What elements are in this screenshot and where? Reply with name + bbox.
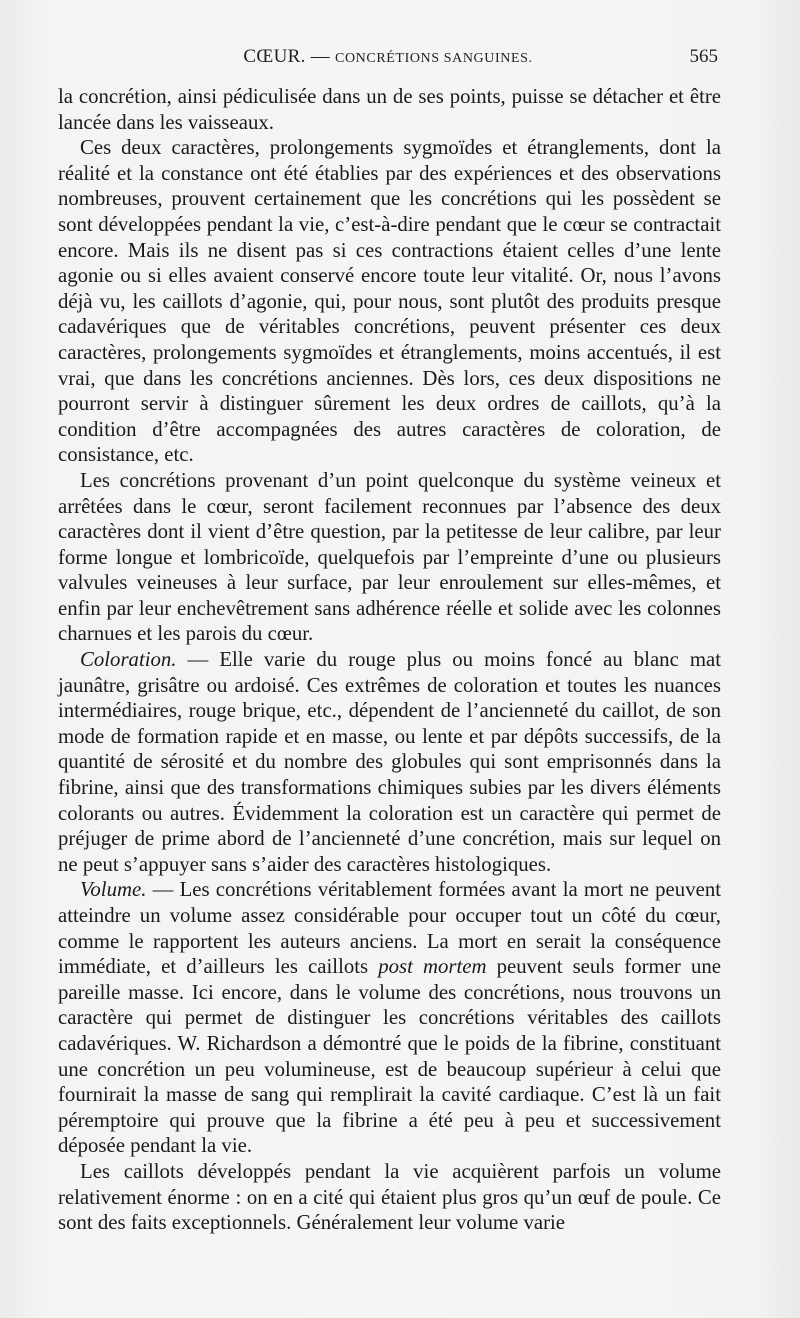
paragraph-volume [58,877,721,1159]
section-heading-volume: Volume. [80,878,147,902]
running-title-sub: CONCRÉTIONS SANGUINES. [335,51,533,66]
paragraph-text: — Elle varie du rouge plus ou moins foncé au blanc mat jaunâtre, grisâtre ou ardoisé. Ces extrêmes de coloration et toutes les nuances intermédiaires, rouge brique, etc., dépendent de l’ancienneté du caillot, de son mode de formation rapide et en masse, ou lente et par dépôts successifs, de la quantité de sérosité et du nombre des globules qui sont emprisonnés dans la fibrine, ainsi que des transformations chimiques subies par les divers éléments colorants ou autres. Évidemment la coloration est un caractère qui permet de préjuger de prime abord de l’ancienneté d’une concrétion, mais sur lequel on ne peut s’appuyer sans s’aider des caractères histologiques. [58,648,721,876]
paragraph [58,1159,721,1236]
body-text [58,84,721,1236]
page-number: 565 [689,46,718,67]
paragraph-text: Ces deux caractères, prolongements sygmoïdes et étranglements, dont la réalité et la constance ont été établies par des expériences et des observations nombreuses, prouvent certainement que les concrétions qui les possèdent se sont développées pendant la vie, c’est-à-dire pendant que le cœur se contractait encore. Mais ils ne disent pas si ces contractions étaient celles d’une lente agonie ou si elles avaient conservé encore toute leur vitalité. Or, nous l’avons déjà vu, les caillots d’agonie, qui, pour nous, sont plutôt des produits presque cadavériques que de véritables concrétions, peuvent présenter ces deux caractères, prolongements sygmoïdes et étranglements, moins accentués, il est vrai, que dans les concrétions anciennes. Dès lors, ces deux dispositions ne pourront servir à distinguer sûrement les deux ordres de caillots, qu’à la condition d’être accompagnées des autres caractères de coloration, de consistance, etc. [58,136,721,467]
paragraph-text-continued: peuvent seuls former une pareille masse. Ici encore, dans le volume des concrétions, nous trouvons un caractère qui permet de distinguer les concrétions véritables des caillots cadavériques. W. Richardson a démontré que le poids de la fibrine, constituant une concrétion un peu volumineuse, est de beaucoup supérieur à celui que fournirait la masse de sang qui remplirait la cavité cardiaque. C’est là un fait péremptoire qui prouve que la fibrine a été peu à peu et successivement déposée pendant la vie. [58,955,721,1158]
paragraph [58,468,721,647]
paragraph-text: — Les concrétions véritablement formées avant la mort ne peuvent atteindre un volume assez considérable pour occuper tout un côté du cœur, comme le rapportent les auteurs anciens. La mort en serait la conséquence immédiate, et d’ailleurs les caillots [58,878,721,979]
italic-term: post mortem [378,955,487,979]
running-title-main: CŒUR. [243,46,306,67]
paragraph-continuation [58,84,721,135]
running-header [58,46,718,76]
paragraph-text: Les caillots développés pendant la vie acquièrent parfois un volume relativement énorme : on en a cité qui étaient plus gros qu’un œuf de poule. Ce sont des faits exceptionnels. Généralement leur volume varie [58,1159,721,1235]
paragraph-text: la concrétion, ainsi pédiculisée dans un de ses points, puisse se détacher et être lancée dans les vaisseaux. [58,85,721,134]
running-title [58,46,718,68]
section-heading-coloration: Coloration. [80,648,177,672]
paragraph [58,135,721,468]
running-title-dash: — [305,46,336,67]
paragraph-text: Les concrétions provenant d’un point quelconque du système veineux et arrêtées dans le cœur, seront facilement reconnues par l’absence des deux caractères dont il vient d’être question, par la petitesse de leur calibre, par leur forme longue et lombricoïde, quelquefois par l’empreinte d’une ou plusieurs valvules veineuses à leur surface, par leur enroulement sur elles-mêmes, et enfin par leur enchevêtrement sans adhérence réelle et solide avec les colonnes charnues et les parois du cœur. [58,468,721,646]
paragraph-coloration [58,647,721,877]
